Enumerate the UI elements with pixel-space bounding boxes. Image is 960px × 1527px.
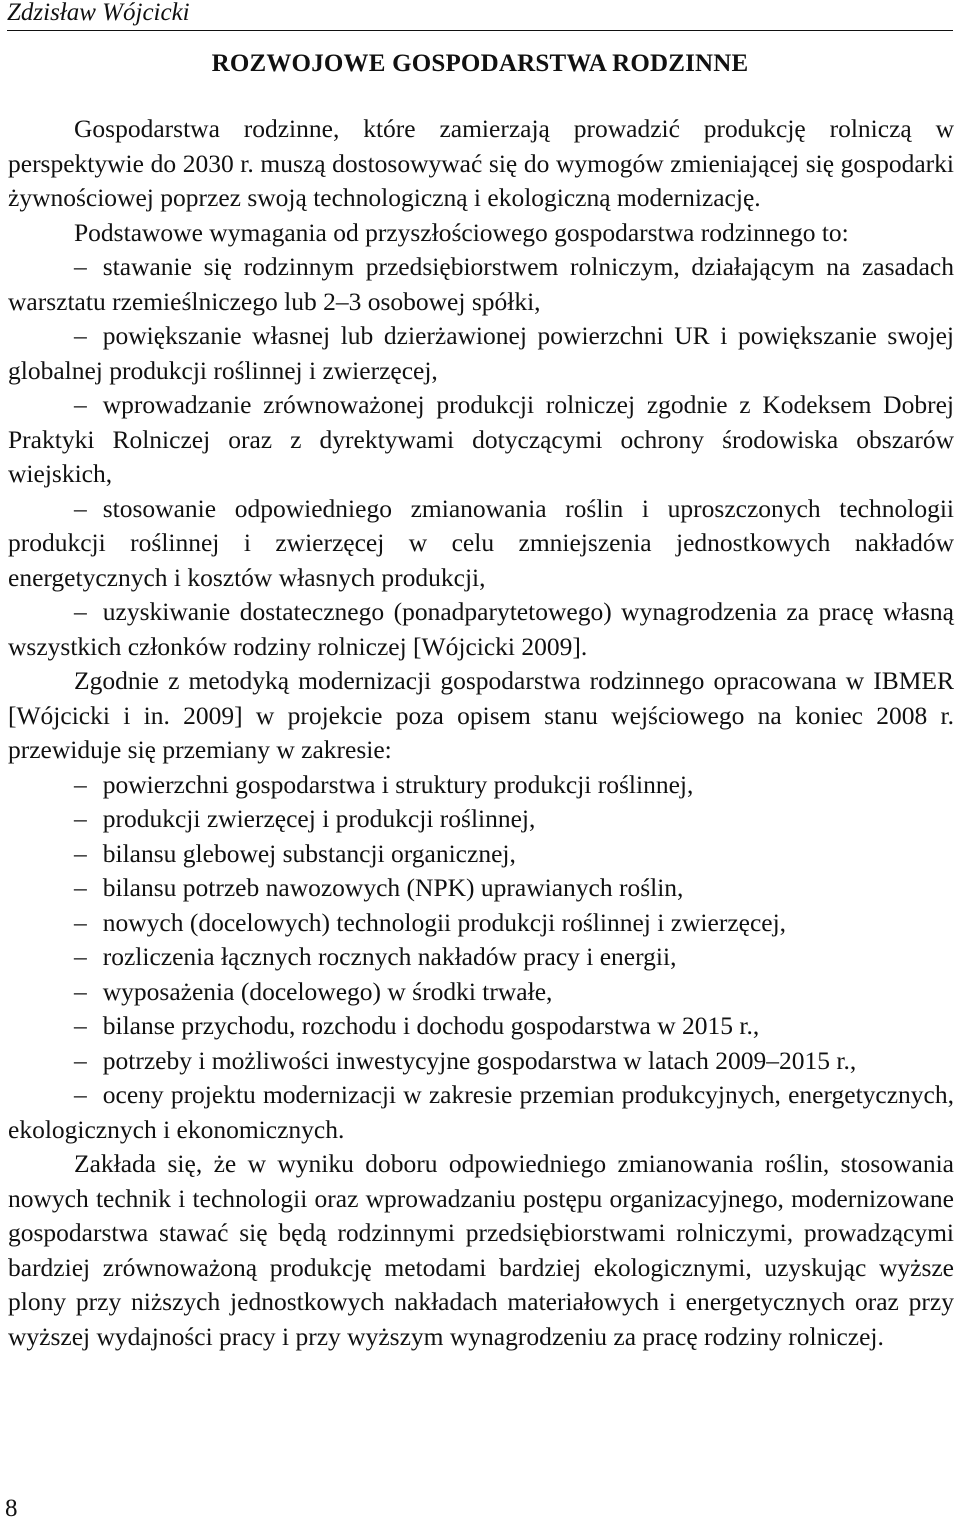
list-item: – potrzeby i możliwości inwestycyjne gospodarstwa w latach 2009–2015 r., [8, 1044, 954, 1079]
paragraph-intro: Gospodarstwa rodzinne, które zamierzają prowadzić produkcję rolniczą w perspektywie do 2030 r. muszą dostosowywać się do wymogów zmieniającej się gospodarki żywnościowej poprzez swoją technologiczną i ekologiczną modernizację. [8, 114, 954, 212]
list-item: – nowych (docelowych) technologii produkcji roślinnej i zwierzęcej, [8, 906, 954, 941]
paragraph-conclusion: Zakłada się, że w wyniku doboru odpowiedniego zmianowania roślin, stosowania nowych technik i technologii oraz wprowadzaniu postępu organizacyjnego, modernizowane gospodarstwa stawać się będą rodzinnymi przedsiębiorstwami rolniczymi, prowadzącymi bardziej zrównoważoną produkcję metodami bardziej ekologicznymi, uzyskując wyższe plony przy niższych jednostkowych nakładach materiałowych i energetycznych oraz przy wyższej wydajności pracy i przy wyższym wynagrodzeniu za pracę rodziny rolniczej. [8, 1149, 954, 1351]
list-item: – bilansu potrzeb nawozowych (NPK) uprawianych roślin, [8, 871, 954, 906]
list-item: – stawanie się rodzinnym przedsiębiorstwem rolniczym, działającym na zasadach warsztatu rzemieślniczego lub 2–3 osobowej spółki, [8, 250, 954, 319]
paragraph-requirements: Podstawowe wymagania od przyszłościowego gospodarstwa rodzinnego to: [74, 217, 849, 247]
list-item: – produkcji zwierzęcej i produkcji roślinnej, [8, 802, 954, 837]
list-item: – powierzchni gospodarstwa i struktury produkcji roślinnej, [8, 768, 954, 803]
list-item: – wyposażenia (docelowego) w środki trwałe, [8, 975, 954, 1010]
list-item: – stosowanie odpowiedniego zmianowania roślin i uproszczonych technologii produkcji roślinnej i zwierzęcej w celu zmniejszenia jednostkowych nakładów energetycznych i kosztów własnych produkcji, [8, 492, 954, 596]
changes-list [8, 768, 954, 1148]
list-item: – oceny projektu modernizacji w zakresie przemian produkcyjnych, energetycznych, ekologicznych i ekonomicznych. [8, 1078, 954, 1147]
chapter-title: ROZWOJOWE GOSPODARSTWA RODZINNE [211, 50, 749, 77]
list-item: – rozliczenia łącznych rocznych nakładów pracy i energii, [8, 940, 954, 975]
list-item: – wprowadzanie zrównoważonej produkcji rolniczej zgodnie z Kodeksem Dobrej Praktyki Rolniczej oraz z dyrektywami dotyczącymi ochrony środowiska obszarów wiejskich, [8, 388, 954, 492]
list-item: – bilanse przychodu, rozchodu i dochodu gospodarstwa w 2015 r., [8, 1009, 954, 1044]
list-item: – uzyskiwanie dostatecznego (ponadparytetowego) wynagrodzenia za pracę własną wszystkich członków rodziny rolniczej [Wójcicki 2009]. [8, 595, 954, 664]
page-number: 8 [5, 1495, 18, 1522]
running-header [7, 0, 953, 31]
paragraph-methodology: Zgodnie z metodyką modernizacji gospodarstwa rodzinnego opracowana w IBMER [Wójcicki i in. 2009] w projekcie poza opisem stanu wejściowego na koniec 2008 r. przewiduje się przemiany w zakresie: [8, 666, 954, 764]
body-text [8, 112, 954, 1354]
requirements-list [8, 250, 954, 664]
header-author: Zdzisław Wójcicki [7, 0, 190, 26]
list-item: – bilansu glebowej substancji organicznej, [8, 837, 954, 872]
list-item: – powiększanie własnej lub dzierżawionej powierzchni UR i powiększanie swojej globalnej produkcji roślinnej i zwierzęcej, [8, 319, 954, 388]
